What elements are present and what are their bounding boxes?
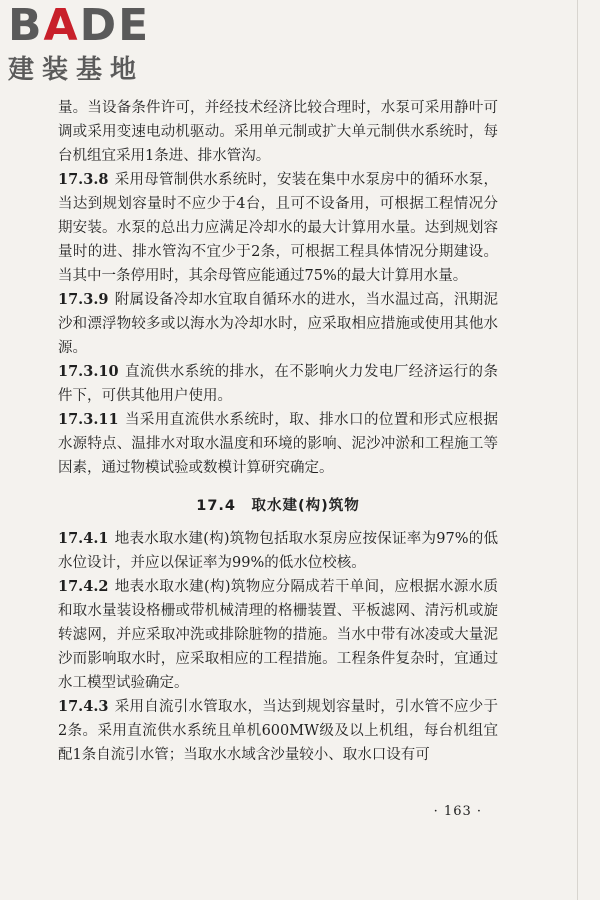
clause-number: 17.3.9 (58, 291, 109, 308)
clause-number: 17.3.8 (58, 171, 109, 188)
clause-text: 地表水取水建(构)筑物应分隔成若干单间，应根据水源水质和取水量装设格栅或带机械清理的格栅装置、平板滤网、清污机或旋转滤网，并应采取冲洗或排除脏物的措施。当水中带有冰凌或大量泥沙而影响取水时，应采取相应的工程措施。工程条件复杂时，宜通过水工模型试验确定。 (58, 579, 498, 691)
clause-number: 17.4.3 (58, 698, 109, 715)
clause-paragraph (58, 695, 498, 767)
clause-paragraph (58, 527, 498, 575)
clause-number: 17.4.2 (58, 578, 109, 595)
clause-paragraph (58, 575, 498, 695)
clauses-section-17-3 (58, 168, 498, 480)
page-fold-line (577, 0, 578, 900)
intro-paragraph: 量。当设备条件许可，并经技术经济比较合理时，水泵可采用静叶可调或采用变速电动机驱动。采用单元制或扩大单元制供水系统时，每台机组宜采用1条进、排水管沟。 (58, 100, 498, 164)
logo-wordmark: BADE (8, 0, 151, 51)
clause-paragraph (58, 408, 498, 480)
clause-text: 地表水取水建(构)筑物包括取水泵房应按保证率为97%的低水位设计，并应以保证率为99%的低水位校核。 (58, 531, 498, 571)
clause-text: 附属设备冷却水宜取自循环水的进水，当水温过高，汛期泥沙和漂浮物较多或以海水为冷却水时，应采取相应措施或使用其他水源。 (58, 292, 498, 356)
clause-text: 采用自流引水管取水，当达到规划容量时，引水管不应少于2条。采用直流供水系统且单机600MW级及以上机组，每台机组宜配1条自流引水管；当取水水域含沙量较小、取水口设有可 (58, 699, 498, 763)
clause-text: 直流供水系统的排水，在不影响火力发电厂经济运行的条件下，可供其他用户使用。 (58, 364, 498, 404)
clause-paragraph (58, 168, 498, 288)
document-body (58, 96, 498, 767)
clause-number: 17.3.11 (58, 411, 119, 428)
clause-paragraph (58, 360, 498, 408)
page-number: · 163 · (433, 804, 482, 819)
bade-logo (8, 0, 178, 92)
clause-number: 17.4.1 (58, 530, 109, 547)
clauses-section-17-4 (58, 527, 498, 767)
clause-text: 当采用直流供水系统时，取、排水口的位置和形式应根据水源特点、温排水对取水温度和环境的影响、泥沙冲淤和工程施工等因素，通过物模试验或数模计算研究确定。 (58, 412, 498, 476)
logo-subtitle: 建装基地 (8, 55, 145, 85)
clause-paragraph (58, 288, 498, 360)
clause-text: 采用母管制供水系统时，安装在集中水泵房中的循环水泵，当达到规划容量时不应少于4台，且可不设备用，可根据工程情况分期安装。水泵的总出力应满足冷却水的最大计算用水量。达到规划容量时的进、排水管沟不宜少于2条，可根据工程具体情况分期建设。当其中一条停用时，其余母管应能通过75%的最大计算用水量。 (58, 172, 498, 284)
section-heading: 17.4 取水建(构)筑物 (196, 498, 360, 514)
clause-number: 17.3.10 (58, 363, 119, 380)
